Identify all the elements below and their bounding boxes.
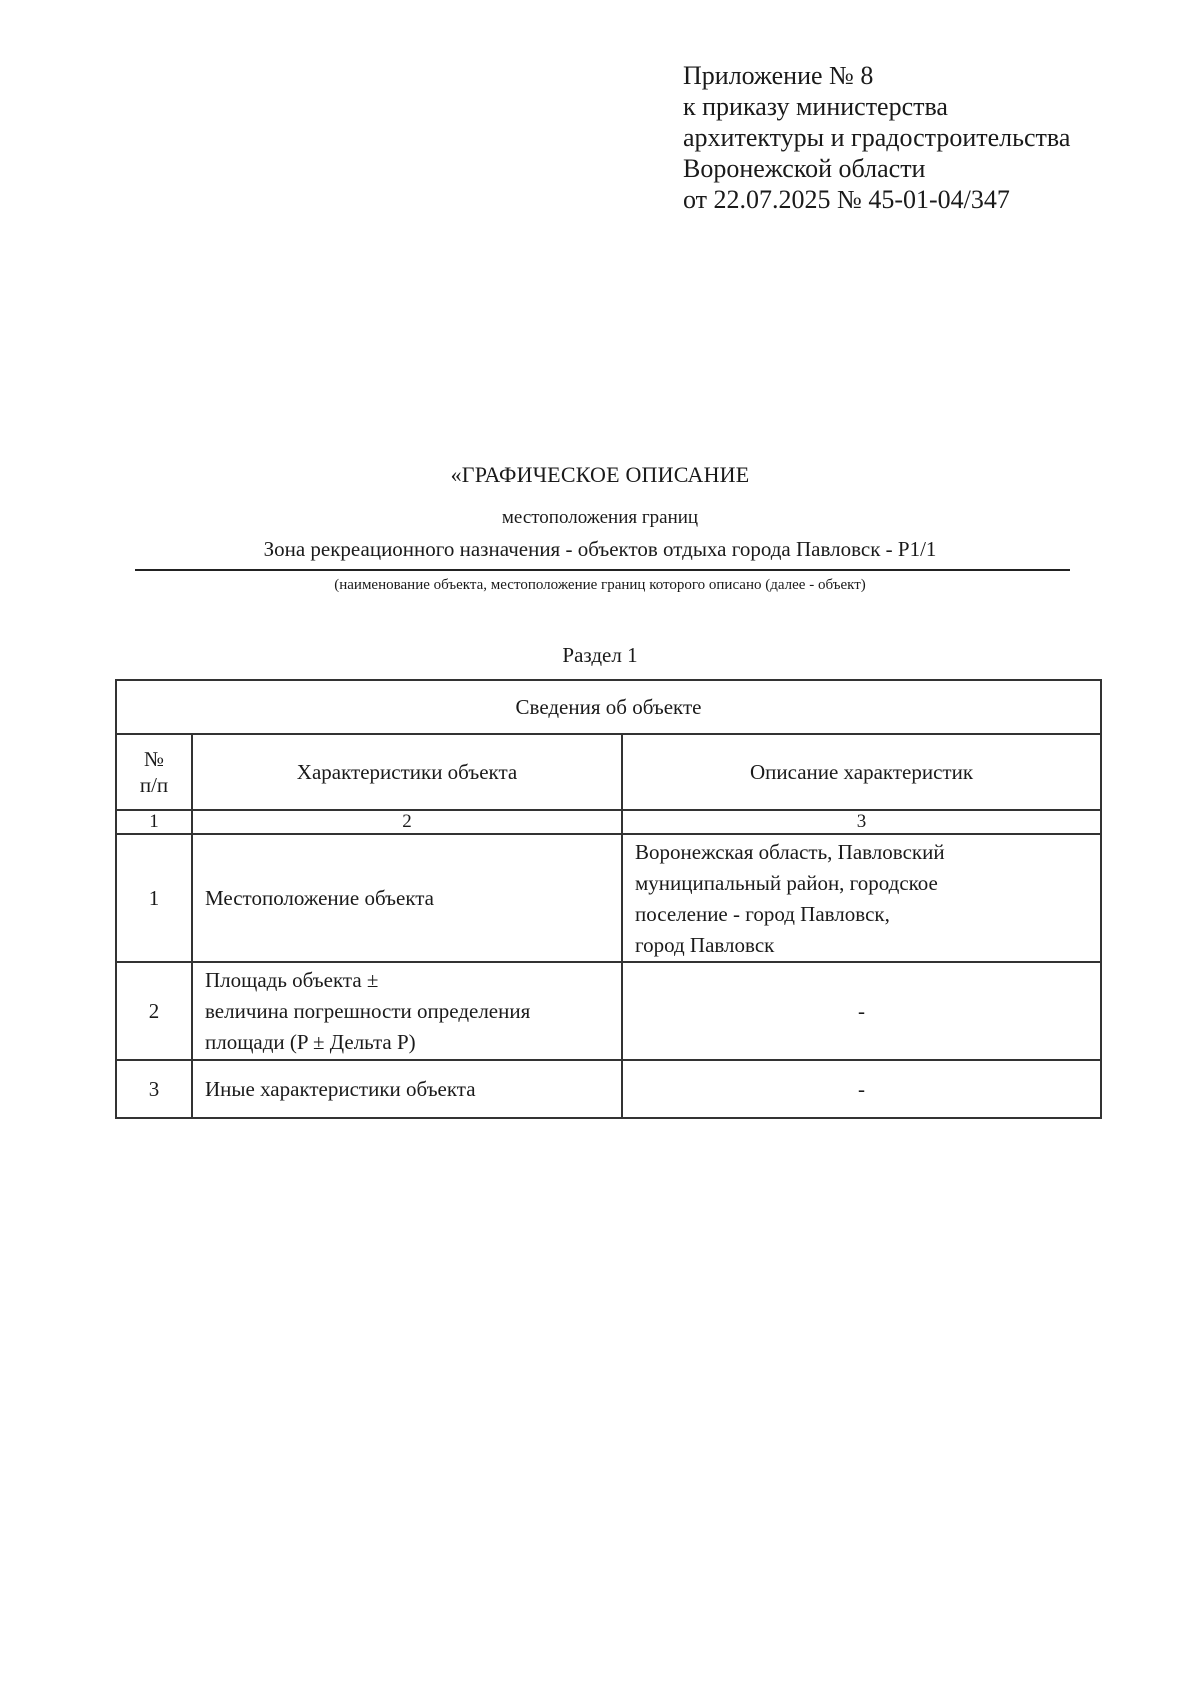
object-info-table [115, 679, 1102, 1119]
row-description [622, 1060, 1101, 1118]
description-line: муниципальный район, городское [635, 871, 938, 895]
index-cell: 1 [116, 810, 192, 834]
document-subtitle: местоположения границ [501, 507, 699, 528]
section-heading: Раздел 1 [562, 643, 638, 667]
header-num-line: № [143, 747, 165, 771]
index-cell: 3 [622, 810, 1101, 834]
appendix-line: от 22.07.2025 № 45-01-04/347 [683, 185, 1010, 214]
appendix-line: архитектуры и градостроительства [683, 123, 1071, 152]
description-line: поселение - город Павловск, [635, 902, 890, 926]
table-row [116, 834, 1101, 962]
table-header-row [116, 734, 1101, 810]
appendix-line: к приказу министерства [683, 92, 948, 121]
row-num: 2 [116, 962, 192, 1060]
description-line: - [858, 998, 865, 1023]
row-num: 3 [116, 1060, 192, 1118]
table-row [116, 1060, 1101, 1118]
object-name-caption: (наименование объекта, местоположение границ которого описано (далее - объект) [334, 577, 866, 593]
row-characteristic [192, 1060, 622, 1118]
row-num: 1 [116, 834, 192, 962]
appendix-line: Приложение № 8 [683, 61, 874, 90]
row-characteristic [192, 834, 622, 962]
header-description: Описание характеристик [622, 734, 1101, 810]
appendix-block [683, 60, 1070, 215]
header-num-line: п/п [139, 773, 169, 797]
description-line: Воронежская область, Павловский [635, 840, 945, 864]
object-name: Зона рекреационного назначения - объектов отдыха города Павловск - Р1/1 [263, 537, 937, 561]
description-line: город Павловск [635, 933, 775, 957]
table-caption-row [116, 680, 1101, 734]
table-caption: Сведения об объекте [116, 680, 1101, 734]
appendix-line: Воронежской области [683, 154, 926, 183]
table-index-row [116, 810, 1101, 834]
index-cell: 2 [192, 810, 622, 834]
row-characteristic [192, 962, 622, 1060]
characteristic-line: Местоположение объекта [205, 885, 435, 910]
characteristic-line: площади (P ± Дельта P) [205, 1029, 416, 1054]
table-row [116, 962, 1101, 1060]
object-name-underline [135, 569, 1070, 571]
header-characteristics: Характеристики объекта [192, 734, 622, 810]
row-description [622, 834, 1101, 962]
characteristic-line: Площадь объекта ± [205, 967, 379, 992]
description-line: - [858, 1076, 865, 1101]
row-description [622, 962, 1101, 1060]
characteristic-line: величина погрешности определения [205, 998, 531, 1023]
characteristic-line: Иные характеристики объекта [205, 1076, 476, 1101]
document-title: «ГРАФИЧЕСКОЕ ОПИСАНИЕ [450, 462, 750, 487]
header-num [116, 734, 192, 810]
